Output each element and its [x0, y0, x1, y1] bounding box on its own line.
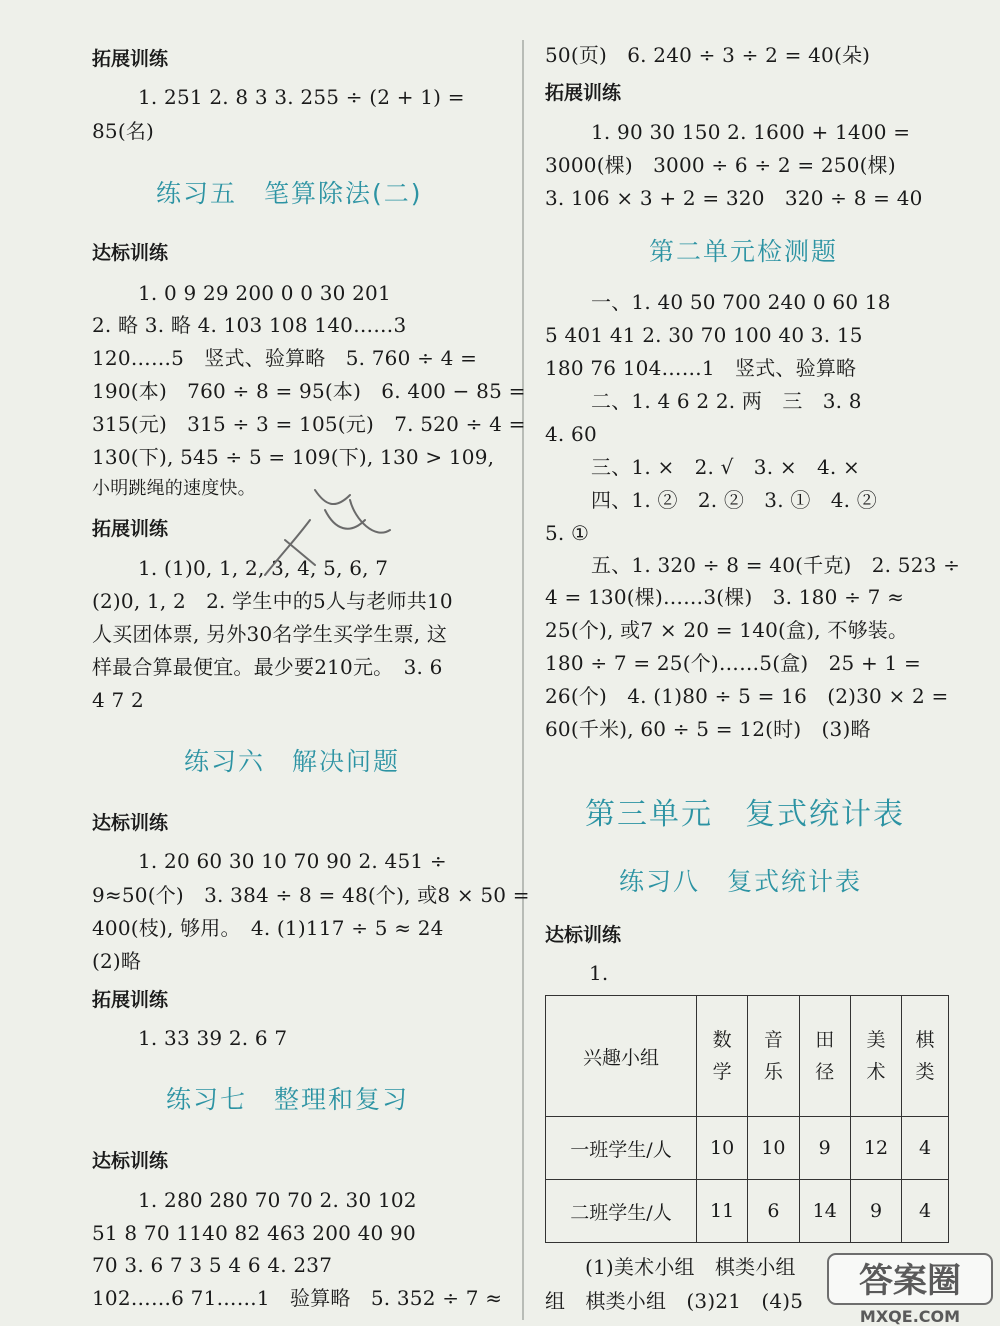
answer-line: 50(页) 6. 240 ÷ 3 ÷ 2 = 40(朵) [545, 43, 871, 67]
question-number: 1. [589, 961, 609, 985]
column-header: 数学 [712, 1029, 732, 1083]
section-label: 达标训练 [545, 924, 622, 946]
exercise-title: 练习六 解决问题 [184, 747, 401, 776]
answer-line: 人买团体票, 另外30名学生买学生票, 这 [92, 622, 448, 646]
answer-line: 190(本) 760 ÷ 8 = 95(本) 6. 400 − 85 = [92, 379, 526, 403]
table-cell: 11 [697, 1180, 748, 1243]
handwriting-scribble-icon [255, 480, 405, 600]
answer-line: 小明跳绳的速度快。 [92, 478, 256, 499]
answer-line: 五、1. 320 ÷ 8 = 40(千克) 2. 523 ÷ [591, 553, 961, 577]
answer-line: 1. 33 39 2. 6 7 [138, 1026, 288, 1050]
row-header: 一班学生/人 [546, 1117, 697, 1180]
answer-line: 5 401 41 2. 30 70 100 40 3. 15 [545, 323, 863, 347]
answer-line: 3. 106 × 3 + 2 = 320 320 ÷ 8 = 40 [545, 186, 923, 210]
table-row [546, 1180, 949, 1243]
answer-line: 180 ÷ 7 = 25(个)……5(盒) 25 + 1 = [545, 651, 921, 675]
answer-line: 四、1. ② 2. ② 3. ① 4. ② [591, 488, 877, 512]
watermark-logo-icon [820, 1250, 1000, 1326]
unit-test-title: 第二单元检测题 [649, 237, 839, 266]
table-corner-cell: 兴趣小组 [546, 996, 697, 1117]
answer-line: 315(元) 315 ÷ 3 = 105(元) 7. 520 ÷ 4 = [92, 412, 526, 436]
answer-line: 9≈50(个) 3. 384 ÷ 8 = 48(个), 或8 × 50 = [92, 883, 530, 907]
answer-line: 25(个), 或7 × 20 = 140(盒), 不够装。 [545, 618, 909, 642]
answer-line: 1. 0 9 29 200 0 0 30 201 [138, 281, 391, 305]
exercise-title: 练习七 整理和复习 [166, 1085, 410, 1114]
column-header: 田径 [815, 1029, 835, 1083]
section-label: 达标训练 [92, 812, 169, 834]
answer-line: 85(名) [92, 119, 155, 143]
answer-line: 120……5 竖式、验算略 5. 760 ÷ 4 = [92, 346, 478, 370]
section-label: 拓展训练 [92, 989, 169, 1011]
table-header-cell [902, 996, 949, 1117]
table-cell: 4 [902, 1180, 949, 1243]
answer-line: 102……6 71……1 验算略 5. 352 ÷ 7 ≈ [92, 1286, 503, 1310]
answer-line: 4 = 130(棵)……3(棵) 3. 180 ÷ 7 ≈ [545, 585, 905, 609]
section-label: 达标训练 [92, 242, 169, 264]
answer-line: 400(枝), 够用。 4. (1)117 ÷ 5 ≈ 24 [92, 916, 444, 940]
row-header: 二班学生/人 [546, 1180, 697, 1243]
answer-line: 1. 251 2. 8 3 3. 255 ÷ (2 + 1) = [138, 85, 465, 109]
answer-line: 4. 60 [545, 422, 597, 446]
answer-line: 130(下), 545 ÷ 5 = 109(下), 130 > 109, [92, 445, 495, 469]
unit-title: 第三单元 复式统计表 [585, 797, 905, 832]
answer-line: 1. 90 30 150 2. 1600 + 1400 = [591, 120, 911, 144]
section-label: 拓展训练 [545, 82, 622, 104]
watermark-text: 答案圈 [859, 1261, 961, 1301]
answer-line: 70 3. 6 7 3 5 4 6 4. 237 [92, 1253, 333, 1277]
exercise-title: 练习八 复式统计表 [619, 867, 863, 896]
table-cell: 6 [748, 1180, 799, 1243]
section-label: 拓展训练 [92, 48, 169, 70]
answer-line: 60(千米), 60 ÷ 5 = 12(时) (3)略 [545, 717, 871, 741]
table-header-cell [850, 996, 901, 1117]
answer-line: 180 76 104……1 竖式、验算略 [545, 356, 857, 380]
answer-line: 5. ① [545, 521, 590, 545]
column-divider [522, 40, 524, 1320]
answer-line: 1. (1)0, 1, 2, 3, 4, 5, 6, 7 [138, 556, 389, 580]
column-header: 音乐 [763, 1029, 783, 1083]
table-cell: 14 [799, 1180, 850, 1243]
answer-line: (1)美术小组 棋类小组 [585, 1255, 796, 1279]
answer-line: 一、1. 40 50 700 240 0 60 18 [591, 290, 891, 314]
table-cell: 9 [799, 1117, 850, 1180]
answer-line: (2)0, 1, 2 2. 学生中的5人与老师共10 [92, 589, 453, 613]
answer-line: 51 8 70 1140 82 463 200 40 90 [92, 1221, 416, 1245]
answer-line: 3000(棵) 3000 ÷ 6 ÷ 2 = 250(棵) [545, 153, 896, 177]
table-header-row [546, 996, 949, 1117]
answer-line: 三、1. × 2. √ 3. × 4. × [591, 455, 860, 479]
answer-line: 26(个) 4. (1)80 ÷ 5 = 16 (2)30 × 2 = [545, 684, 949, 708]
table-cell: 4 [902, 1117, 949, 1180]
column-header: 美术 [866, 1029, 886, 1083]
table-cell: 10 [748, 1117, 799, 1180]
answer-line: 组 棋类小组 (3)21 (4)5 [545, 1289, 804, 1313]
column-header: 棋类 [915, 1029, 935, 1083]
section-label: 拓展训练 [92, 518, 169, 540]
answer-line: 1. 280 280 70 70 2. 30 102 [138, 1188, 417, 1212]
answer-line: (2)略 [92, 949, 142, 973]
table-cell: 10 [697, 1117, 748, 1180]
table-header-cell [748, 996, 799, 1117]
exercise-title: 练习五 笔算除法(二) [156, 179, 423, 208]
table-row [546, 1117, 949, 1180]
answer-line: 1. 20 60 30 10 70 90 2. 451 ÷ [138, 849, 447, 873]
table-header-cell [799, 996, 850, 1117]
answer-line: 样最合算最便宜。最少要210元。 3. 6 [92, 655, 443, 679]
table-cell: 12 [850, 1117, 901, 1180]
answer-line: 2. 略 3. 略 4. 103 108 140……3 [92, 313, 407, 337]
answer-line: 二、1. 4 6 2 2. 两 三 3. 8 [591, 389, 862, 413]
watermark-url: MXQE.COM [859, 1307, 961, 1326]
interest-group-table [545, 995, 949, 1243]
answer-line: 4 7 2 [92, 688, 144, 712]
table-header-cell [697, 996, 748, 1117]
section-label: 达标训练 [92, 1150, 169, 1172]
table-cell: 9 [850, 1180, 901, 1243]
